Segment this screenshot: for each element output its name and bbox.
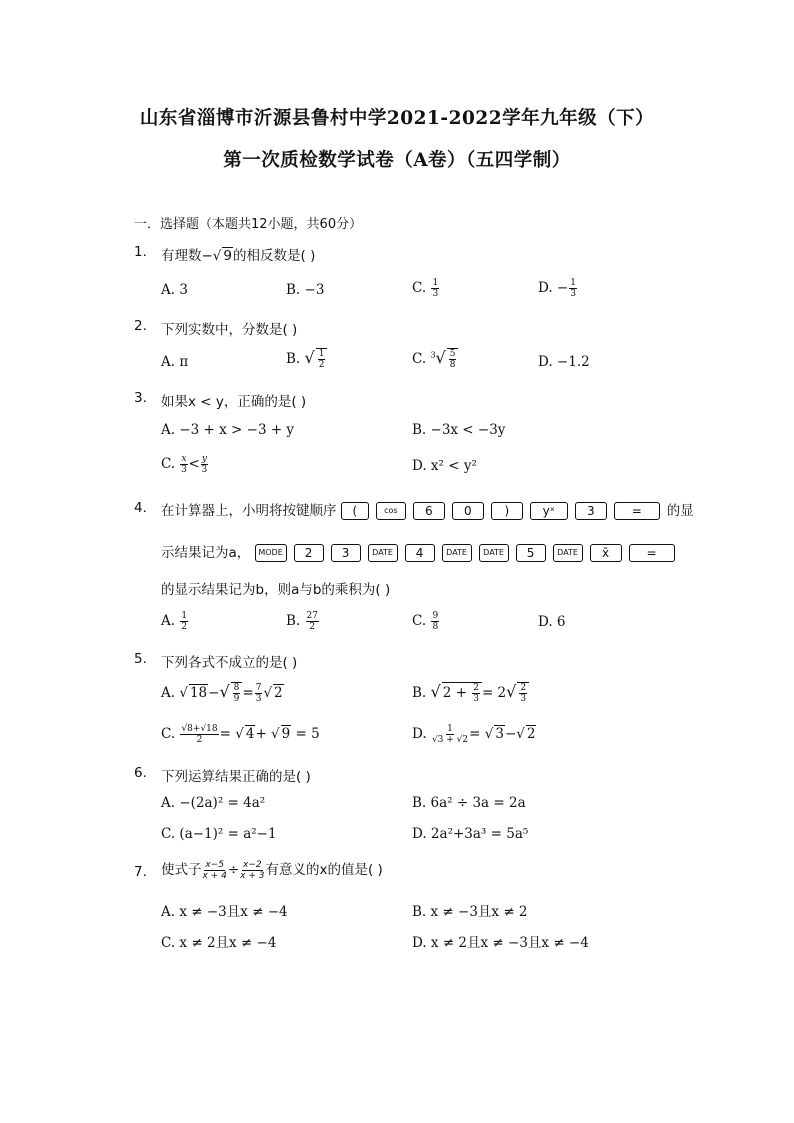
- q1-option-c: C. $\frac{1}{3}$: [412, 278, 439, 299]
- q7-option-c: C. x ≠ 2且x ≠ −4: [161, 935, 277, 951]
- q7-option-b: B. x ≠ −3且x ≠ 2: [412, 904, 528, 920]
- q4-stem-part3: 的显示结果记为b，则a与b的乘积为( ): [161, 582, 391, 598]
- q7-option-a: A. x ≠ −3且x ≠ −4: [161, 904, 288, 920]
- q4-option-d: D. 6: [538, 614, 566, 630]
- key-mode: MODE: [255, 544, 287, 562]
- q1-option-b: B. −3: [286, 282, 325, 298]
- q7-stem: 使式子 $\frac{x-5}{x + 4}$ ÷ $\frac{x-2}{x + 3}$ 有意义的x的值是( ): [161, 859, 383, 881]
- q3-option-c: C. $\frac{x}{3}$ < $\frac{y}{3}$: [161, 454, 208, 475]
- q1-stem: 有理数−√ 9的相反数是( ): [161, 248, 316, 264]
- q4-stem-part1: 在计算器上，小明将按键顺序 ( cos 6 0 ) yˣ 3 = 的显: [161, 503, 694, 519]
- q2-option-a: A. π: [161, 354, 189, 370]
- q3-option-a: A. −3 + x > −3 + y: [161, 422, 295, 438]
- q6-stem: 下列运算结果正确的是( ): [161, 769, 311, 785]
- q6-option-d: D. 2a²+3a³ = 5a⁵: [412, 826, 529, 842]
- q5-stem: 下列各式不成立的是( ): [161, 655, 298, 671]
- q3-option-d: D. x² < y²: [412, 458, 477, 474]
- q1-number: 1.: [134, 244, 147, 260]
- q4-stem-part2: 示结果记为a， MODE 2 3 DATE 4 DATE DATE 5 DATE x̄ =: [161, 541, 682, 562]
- q1-option-a: A. 3: [161, 282, 188, 298]
- q2-stem: 下列实数中，分数是( ): [161, 322, 298, 338]
- q4-option-b: B. $\frac{27}{2}$: [286, 611, 318, 632]
- key-2: 2: [294, 544, 324, 562]
- key-4: 4: [405, 544, 435, 562]
- title-line-2: 第一次质检数学试卷（A卷）（五四学制）: [223, 150, 571, 171]
- section-heading: 一．选择题（本题共12小题，共60分）: [134, 217, 363, 232]
- key-open-paren: (: [341, 502, 369, 520]
- title-line-1: 山东省淄博市沂源县鲁村中学2021-2022学年九年级（下）: [139, 108, 655, 129]
- q6-option-b: B. 6a² ÷ 3a = 2a: [412, 795, 526, 811]
- q4-option-a: A. $\frac{1}{2}$: [161, 611, 188, 632]
- key-date-2: DATE: [442, 544, 472, 562]
- key-date-1: DATE: [368, 544, 398, 562]
- q7-number: 7.: [134, 864, 147, 880]
- q5-option-a: A. √ 18−√ $\frac{8}{9}$ = $\frac{7}{3}$ √ 2: [161, 682, 283, 704]
- key-6: 6: [413, 502, 445, 520]
- q5-option-b: B. √ 2 + $\frac{2}{3}$ = 2√ $\frac{2}{3}$: [412, 682, 529, 704]
- q3-stem: 如果x < y，正确的是( ): [161, 394, 307, 410]
- q4-option-c: C. $\frac{9}{8}$: [412, 611, 439, 632]
- q6-number: 6.: [134, 765, 147, 781]
- key-3b: 3: [331, 544, 361, 562]
- q3-option-b: B. −3x < −3y: [412, 422, 506, 438]
- key-close-paren: ): [491, 502, 523, 520]
- key-date-3: DATE: [479, 544, 509, 562]
- q5-number: 5.: [134, 651, 147, 667]
- q6-option-a: A. −(2a)² = 4a²: [161, 795, 266, 811]
- key-mean: x̄: [590, 544, 622, 562]
- q6-option-c: C. (a−1)² = a²−1: [161, 826, 277, 842]
- key-date-4: DATE: [553, 544, 583, 562]
- key-5: 5: [516, 544, 546, 562]
- q1-option-d: D. − $\frac{1}{3}$: [538, 278, 576, 299]
- q7-option-d: D. x ≠ 2且x ≠ −3且x ≠ −4: [412, 935, 589, 951]
- q2-option-c: C. $^3$√ $\frac{5}{8}$: [412, 348, 458, 370]
- key-cos: cos: [376, 502, 406, 520]
- q5-option-d: D. $\frac{1}{√3 + √2}$ = √ 3−√ 2: [412, 724, 536, 745]
- q3-number: 3.: [134, 390, 147, 406]
- q2-option-b: B. √ $\frac{1}{2}$: [286, 348, 327, 370]
- key-3: 3: [575, 502, 607, 520]
- q4-number: 4.: [134, 500, 147, 516]
- q2-number: 2.: [134, 318, 147, 334]
- q2-option-d: D. −1.2: [538, 354, 590, 370]
- key-equals-2: =: [629, 544, 675, 562]
- key-power: yˣ: [530, 502, 568, 520]
- key-equals: =: [614, 502, 660, 520]
- key-0: 0: [452, 502, 484, 520]
- q5-option-c: C. $\frac{√8+√18}{2}$ = √ 4+ √ 9 = 5: [161, 724, 320, 745]
